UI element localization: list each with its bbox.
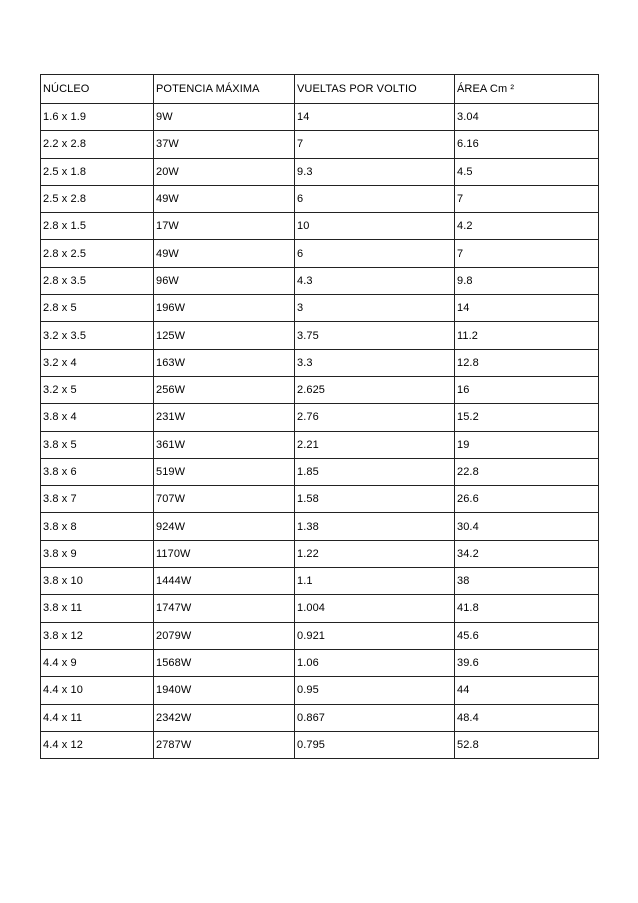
cell-nucleo: 2.2 x 2.8	[41, 131, 154, 158]
cell-potencia: 1940W	[154, 677, 295, 704]
cell-nucleo: 3.2 x 3.5	[41, 322, 154, 349]
cell-potencia: 2787W	[154, 731, 295, 758]
header-nucleo: NÚCLEO	[41, 75, 154, 104]
cell-area: 7	[455, 240, 599, 267]
table-row	[41, 213, 599, 240]
cell-nucleo: 2.8 x 2.5	[41, 240, 154, 267]
cell-vueltas: 1.58	[295, 486, 455, 513]
cell-nucleo: 3.8 x 12	[41, 622, 154, 649]
cell-vueltas: 2.625	[295, 376, 455, 403]
cell-potencia: 196W	[154, 295, 295, 322]
table-row	[41, 349, 599, 376]
cell-vueltas: 1.22	[295, 540, 455, 567]
table-row	[41, 704, 599, 731]
cell-nucleo: 2.8 x 1.5	[41, 213, 154, 240]
cell-area: 52.8	[455, 731, 599, 758]
cell-area: 38	[455, 568, 599, 595]
cell-potencia: 1170W	[154, 540, 295, 567]
cell-nucleo: 2.5 x 1.8	[41, 158, 154, 185]
table-row	[41, 458, 599, 485]
table-row	[41, 131, 599, 158]
cell-nucleo: 3.8 x 11	[41, 595, 154, 622]
cell-area: 26.6	[455, 486, 599, 513]
cell-nucleo: 3.8 x 4	[41, 404, 154, 431]
table-row	[41, 649, 599, 676]
cell-vueltas: 4.3	[295, 267, 455, 294]
table-row	[41, 568, 599, 595]
cell-potencia: 924W	[154, 513, 295, 540]
cell-nucleo: 3.8 x 5	[41, 431, 154, 458]
cell-vueltas: 14	[295, 104, 455, 131]
transformer-core-table	[40, 74, 599, 759]
cell-vueltas: 0.867	[295, 704, 455, 731]
cell-area: 11.2	[455, 322, 599, 349]
cell-area: 4.2	[455, 213, 599, 240]
cell-area: 16	[455, 376, 599, 403]
cell-area: 9.8	[455, 267, 599, 294]
table-row	[41, 486, 599, 513]
table-row	[41, 376, 599, 403]
table-row	[41, 677, 599, 704]
cell-nucleo: 4.4 x 11	[41, 704, 154, 731]
cell-vueltas: 1.004	[295, 595, 455, 622]
table-body	[41, 104, 599, 759]
table-row	[41, 158, 599, 185]
cell-nucleo: 3.8 x 8	[41, 513, 154, 540]
table-row	[41, 404, 599, 431]
cell-vueltas: 0.795	[295, 731, 455, 758]
cell-vueltas: 1.06	[295, 649, 455, 676]
cell-nucleo: 3.2 x 4	[41, 349, 154, 376]
cell-vueltas: 9.3	[295, 158, 455, 185]
cell-area: 6.16	[455, 131, 599, 158]
table-header-row	[41, 75, 599, 104]
cell-vueltas: 1.1	[295, 568, 455, 595]
cell-nucleo: 2.8 x 3.5	[41, 267, 154, 294]
cell-nucleo: 2.5 x 2.8	[41, 185, 154, 212]
cell-area: 45.6	[455, 622, 599, 649]
table-row	[41, 622, 599, 649]
cell-potencia: 2342W	[154, 704, 295, 731]
cell-area: 7	[455, 185, 599, 212]
cell-vueltas: 0.921	[295, 622, 455, 649]
cell-area: 30.4	[455, 513, 599, 540]
cell-nucleo: 4.4 x 9	[41, 649, 154, 676]
cell-potencia: 163W	[154, 349, 295, 376]
cell-vueltas: 2.76	[295, 404, 455, 431]
cell-potencia: 1568W	[154, 649, 295, 676]
header-vueltas-por-voltio: VUELTAS POR VOLTIO	[295, 75, 455, 104]
cell-area: 19	[455, 431, 599, 458]
cell-nucleo: 3.8 x 10	[41, 568, 154, 595]
cell-potencia: 1747W	[154, 595, 295, 622]
cell-potencia: 256W	[154, 376, 295, 403]
table-row	[41, 240, 599, 267]
cell-potencia: 231W	[154, 404, 295, 431]
cell-area: 14	[455, 295, 599, 322]
cell-area: 39.6	[455, 649, 599, 676]
cell-potencia: 1444W	[154, 568, 295, 595]
table-row	[41, 540, 599, 567]
cell-nucleo: 2.8 x 5	[41, 295, 154, 322]
cell-area: 4.5	[455, 158, 599, 185]
cell-vueltas: 7	[295, 131, 455, 158]
cell-vueltas: 2.21	[295, 431, 455, 458]
cell-nucleo: 3.8 x 7	[41, 486, 154, 513]
cell-potencia: 96W	[154, 267, 295, 294]
cell-potencia: 20W	[154, 158, 295, 185]
cell-vueltas: 3.75	[295, 322, 455, 349]
cell-vueltas: 1.85	[295, 458, 455, 485]
cell-potencia: 125W	[154, 322, 295, 349]
table-row	[41, 595, 599, 622]
cell-area: 44	[455, 677, 599, 704]
cell-area: 15.2	[455, 404, 599, 431]
cell-vueltas: 1.38	[295, 513, 455, 540]
cell-nucleo: 3.8 x 9	[41, 540, 154, 567]
cell-potencia: 2079W	[154, 622, 295, 649]
cell-potencia: 361W	[154, 431, 295, 458]
cell-potencia: 49W	[154, 240, 295, 267]
cell-area: 48.4	[455, 704, 599, 731]
cell-potencia: 9W	[154, 104, 295, 131]
cell-potencia: 707W	[154, 486, 295, 513]
cell-potencia: 37W	[154, 131, 295, 158]
table-row	[41, 267, 599, 294]
table-row	[41, 513, 599, 540]
table-row	[41, 295, 599, 322]
cell-vueltas: 10	[295, 213, 455, 240]
cell-vueltas: 3.3	[295, 349, 455, 376]
cell-nucleo: 4.4 x 10	[41, 677, 154, 704]
cell-area: 34.2	[455, 540, 599, 567]
header-potencia-maxima: POTENCIA MÁXIMA	[154, 75, 295, 104]
table-row	[41, 185, 599, 212]
cell-potencia: 519W	[154, 458, 295, 485]
cell-nucleo: 3.2 x 5	[41, 376, 154, 403]
table-row	[41, 731, 599, 758]
cell-area: 41.8	[455, 595, 599, 622]
cell-area: 12.8	[455, 349, 599, 376]
table-row	[41, 104, 599, 131]
table-row	[41, 322, 599, 349]
table-row	[41, 431, 599, 458]
header-area: ÁREA Cm ²	[455, 75, 599, 104]
cell-nucleo: 3.8 x 6	[41, 458, 154, 485]
cell-potencia: 17W	[154, 213, 295, 240]
cell-nucleo: 1.6 x 1.9	[41, 104, 154, 131]
cell-nucleo: 4.4 x 12	[41, 731, 154, 758]
cell-area: 3.04	[455, 104, 599, 131]
cell-potencia: 49W	[154, 185, 295, 212]
cell-vueltas: 0.95	[295, 677, 455, 704]
cell-area: 22.8	[455, 458, 599, 485]
cell-vueltas: 6	[295, 240, 455, 267]
cell-vueltas: 6	[295, 185, 455, 212]
cell-vueltas: 3	[295, 295, 455, 322]
